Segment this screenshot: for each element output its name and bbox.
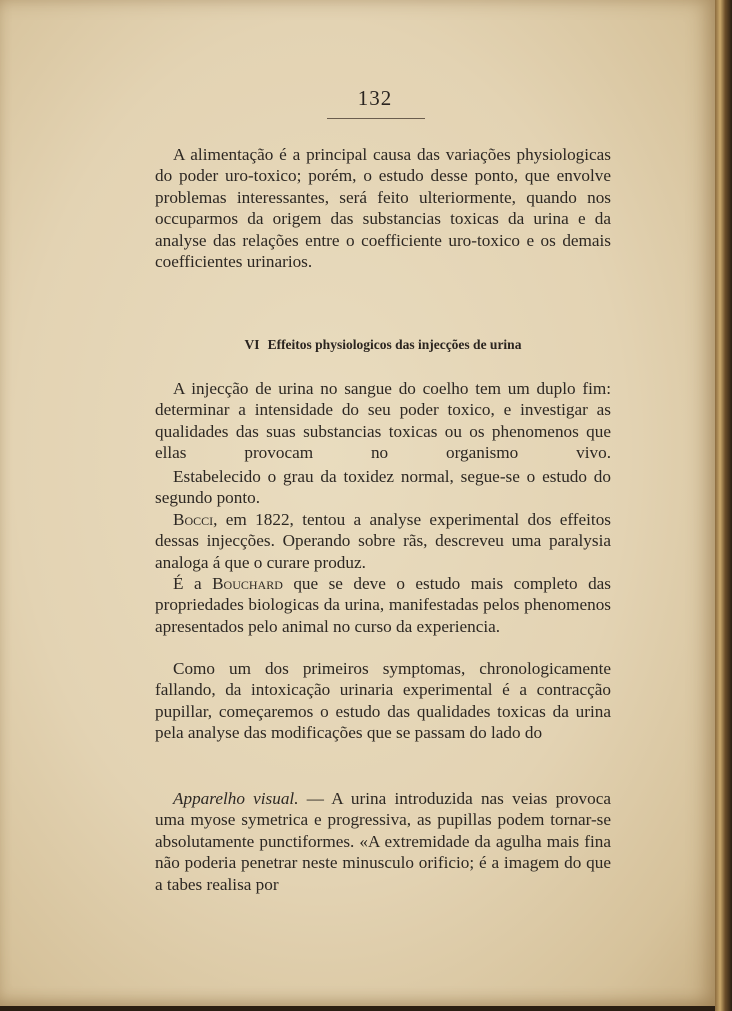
paragraph-symptomas: Como um dos primeiros symptomas, chronologicamente fallando, da intoxicação urinaria experimental é a contracção pupillar, começaremos o estudo das qualidades toxicas da urina pela analyse das modificações que se passam do lado do xyxy=(155,659,611,743)
paragraph-bouchard xyxy=(155,573,611,637)
paragraph-injeccao: A injecção de urina no sangue do coelho tem um duplo fim: determinar a intensidade do seu poder toxico, e investigar as qualidades das suas substancias toxicas ou os phenomenos que ellas provocam no organismo vivo. xyxy=(155,379,611,463)
paragraph-apparelho-visual xyxy=(155,788,611,895)
paragraph-bouchard-text: que se deve o estudo mais completo das propriedades biologicas da urina, manifestadas pelos phenomenos apresentados pelo animal no curso da experiencia. xyxy=(155,574,611,636)
paragraph-estabelecido: Estabelecido o grau da toxidez normal, segue-se o estudo do segundo ponto. xyxy=(155,467,611,508)
paragraph-alimentacao: A alimentação é a principal causa das variações physiologicas do poder uro-toxico; porém, o estudo desse ponto, que envolve problemas interessantes, será feito ulteriormente, quando nos occuparmos da origem das substancias toxicas da urina e da analyse das relações entre o coefficiente uro-toxico e os demais coefficientes urinarios. xyxy=(155,145,611,272)
paragraph-bouchard-start: É a xyxy=(173,574,213,593)
paragraph-bocci-text: , em 1822, tentou a analyse experimental dos effeitos dessas injecções. Operando sobre rãs, descreveu uma paralysia analoga á que o curare produz. xyxy=(155,510,611,572)
subsection-title: Apparelho visual. xyxy=(173,789,299,808)
book-spine xyxy=(715,0,732,1011)
section-title: Effeitos physiologicos das injecções de urina xyxy=(267,337,522,352)
section-number: VI xyxy=(244,337,260,352)
header-rule xyxy=(327,118,425,119)
page-number: 132 xyxy=(357,86,393,110)
author-bocci: Bocci xyxy=(173,510,214,529)
paragraph-bocci xyxy=(155,509,611,573)
author-bouchard: Bouchard xyxy=(212,574,283,593)
paragraph-apparelho-text: — A urina introduzida nas veias provoca uma myose symetrica e progressiva, as pupillas podem tornar-se absolutamente punctiformes. «A extremidade da agulha mais fina não poderia penetrar neste minusculo orificio; é a imagem do que a tabes realisa por xyxy=(155,789,612,894)
section-heading xyxy=(155,336,611,354)
